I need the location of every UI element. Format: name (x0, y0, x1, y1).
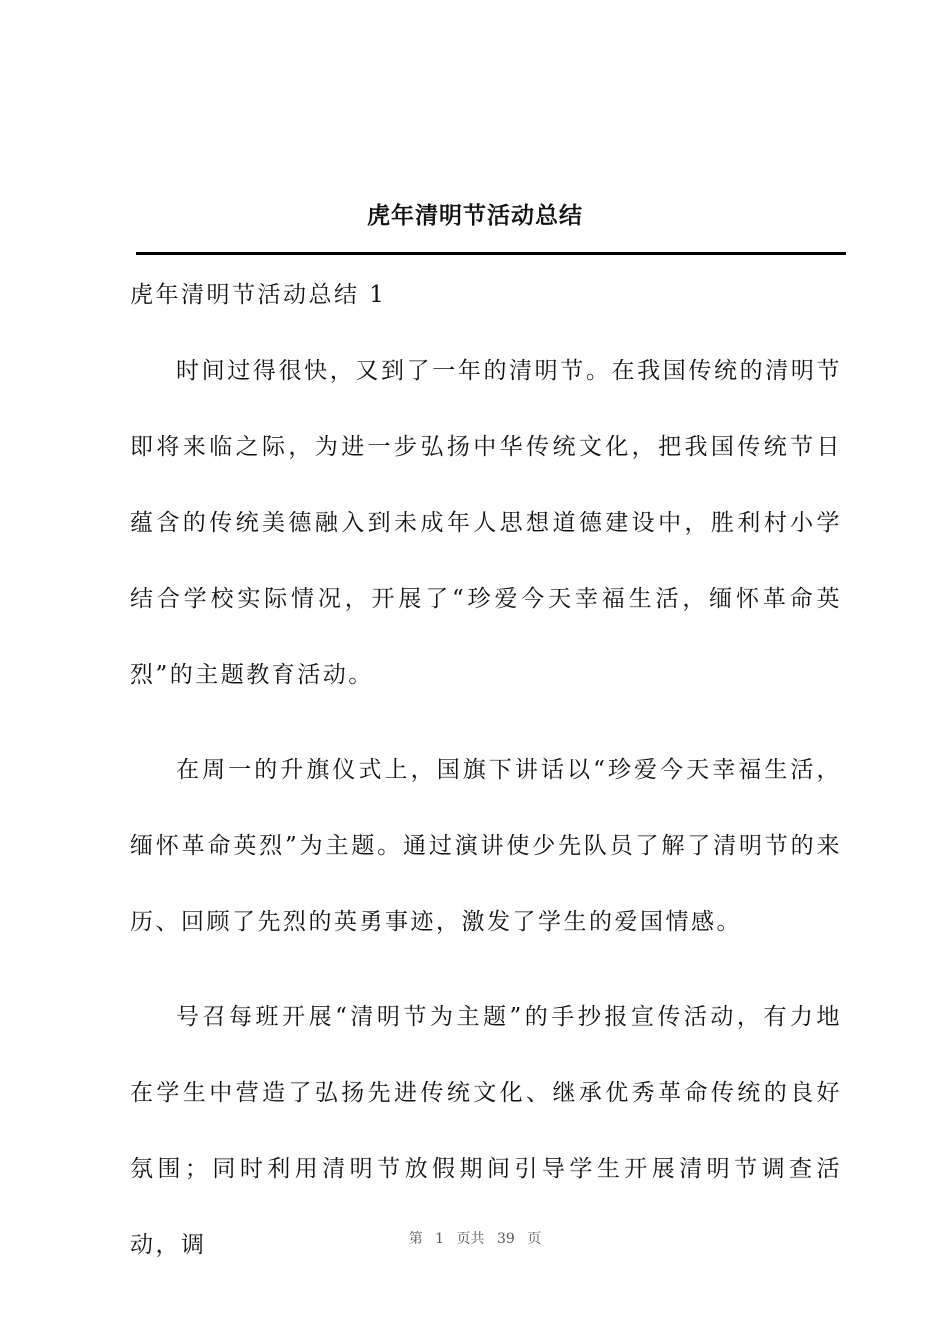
title-underline-rule (136, 252, 846, 255)
paragraph-3: 号召每班开展“清明节为主题”的手抄报宣传活动，有力地在学生中营造了弘扬先进传统文化、继承优秀革命传统的良好氛围；同时利用清明节放假期间引导学生开展清明节调查活动，调 (130, 1004, 842, 1258)
paragraph-2: 在周一的升旗仪式上，国旗下讲话以“珍爱今天幸福生活，缅怀革命英烈”为主题。通过演讲使少先队员了解了清明节的来历、回顾了先烈的英勇事迹，激发了学生的爱国情感。 (130, 757, 842, 935)
page-footer: 第 1 页共 39 页 (408, 1231, 542, 1247)
document-body (130, 276, 842, 1321)
paragraph-1: 时间过得很快，又到了一年的清明节。在我国传统的清明节即将来临之际，为进一步弘扬中华传统文化，把我国传统节日蕴含的传统美德融入到未成年人思想道德建设中，胜利村小学结合学校实际情况，开展了“珍爱今天幸福生活，缅怀革命英烈”的主题教育活动。 (130, 358, 842, 688)
section-heading: 虎年清明节活动总结 1 (130, 282, 387, 308)
document-title: 虎年清明节活动总结 (367, 203, 583, 229)
